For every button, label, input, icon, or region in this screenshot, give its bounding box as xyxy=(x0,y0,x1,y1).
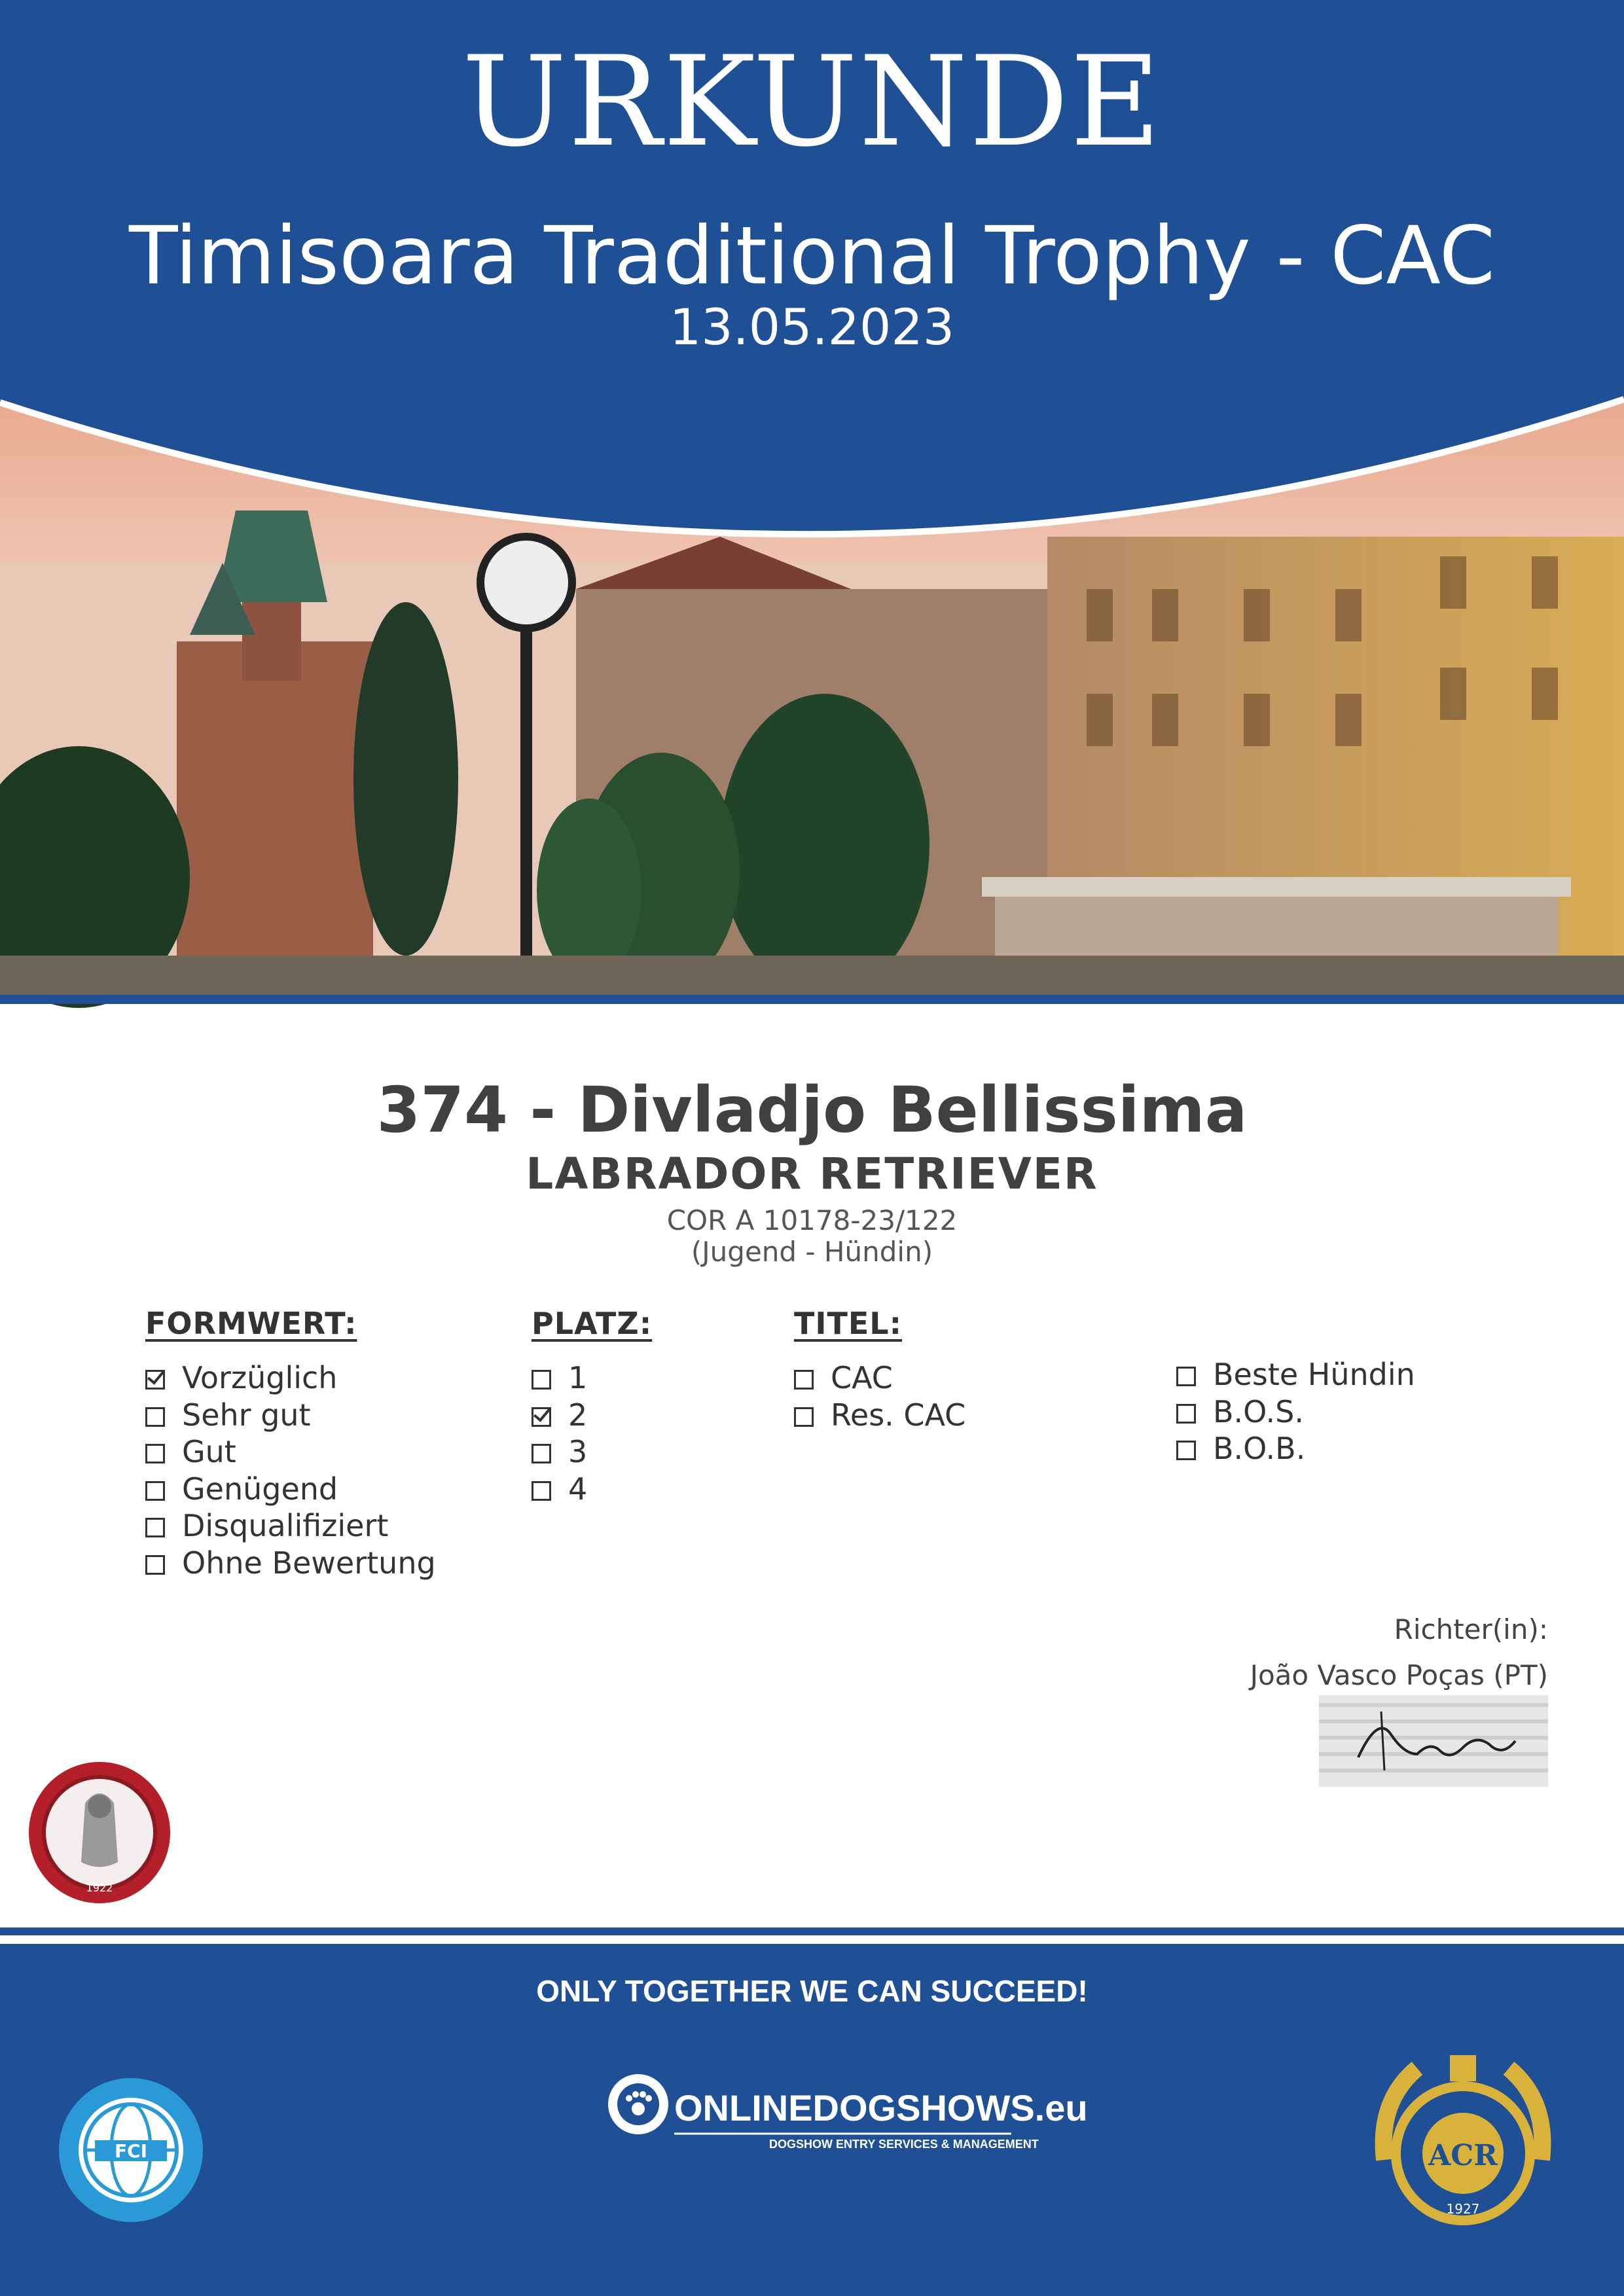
judge-label: Richter(in): xyxy=(1394,1613,1548,1645)
city-photo-lower xyxy=(0,563,1624,995)
checkbox-icon[interactable] xyxy=(145,1407,165,1427)
document-title: URKUNDE xyxy=(461,29,1163,174)
seal-year: 1922 xyxy=(86,1882,113,1894)
acr-text: ACR xyxy=(1428,2139,1498,2172)
checkbox-icon[interactable] xyxy=(794,1407,814,1427)
titel-heading: TITEL: xyxy=(794,1306,903,1341)
checkbox-icon[interactable] xyxy=(1176,1441,1196,1460)
platz-option[interactable]: 3 xyxy=(532,1433,652,1471)
fci-logo-icon xyxy=(56,2075,206,2225)
checkbox-icon[interactable] xyxy=(145,1518,165,1537)
dog-class: (Jugend - Hündin) xyxy=(691,1236,933,1268)
acr-year: 1927 xyxy=(1446,2201,1480,2217)
judge-name: João Vasco Poças (PT) xyxy=(1250,1659,1548,1691)
formwert-option[interactable]: Vorzüglich xyxy=(145,1359,436,1397)
wax-seal-icon xyxy=(26,1757,173,1908)
checkbox-icon[interactable] xyxy=(532,1481,551,1501)
acr-logo-icon xyxy=(1358,2029,1568,2238)
dog-name: 374 - Divladjo Bellissima xyxy=(376,1073,1248,1147)
formwert-option[interactable]: Sehr gut xyxy=(145,1397,436,1434)
footer xyxy=(0,1944,1624,2296)
checkbox-icon[interactable] xyxy=(145,1481,165,1501)
formwert-section xyxy=(145,1306,436,1581)
ods-logo-text: ONLINEDOGSHOWS.eu xyxy=(674,2087,1088,2128)
checkbox-checked-icon[interactable] xyxy=(145,1370,165,1390)
formwert-option[interactable]: Gut xyxy=(145,1433,436,1471)
registration-number: COR A 10178-23/122 xyxy=(666,1204,958,1236)
signature-image xyxy=(1319,1695,1548,1787)
checkbox-icon[interactable] xyxy=(532,1370,551,1390)
formwert-option[interactable]: Genügend xyxy=(145,1471,436,1508)
platz-option[interactable]: 1 xyxy=(532,1359,652,1397)
platz-section xyxy=(532,1306,652,1507)
titel-option[interactable]: Res. CAC xyxy=(794,1397,965,1434)
titel-section xyxy=(794,1306,965,1433)
platz-heading: PLATZ: xyxy=(532,1306,653,1341)
checkbox-checked-icon[interactable] xyxy=(532,1407,551,1427)
titel-option[interactable]: B.O.S. xyxy=(1176,1393,1415,1431)
fci-text: FCI xyxy=(114,2140,148,2162)
checkbox-icon[interactable] xyxy=(1176,1404,1196,1424)
checkbox-icon[interactable] xyxy=(1176,1367,1196,1386)
checkbox-icon[interactable] xyxy=(794,1370,814,1390)
titel-option[interactable]: B.O.B. xyxy=(1176,1430,1415,1467)
platz-option[interactable]: 4 xyxy=(532,1471,652,1508)
event-name: Timisoara Traditional Trophy - CAC xyxy=(129,209,1495,302)
footer-slogan: ONLY TOGETHER WE CAN SUCCEED! xyxy=(536,1974,1088,2008)
formwert-option[interactable]: Disqualifiziert xyxy=(145,1507,436,1545)
titel-option[interactable]: Beste Hündin xyxy=(1176,1356,1415,1393)
checkbox-icon[interactable] xyxy=(145,1555,165,1575)
onlinedogshows-logo-icon xyxy=(605,2068,1088,2153)
platz-option[interactable]: 2 xyxy=(532,1397,652,1434)
divider-band xyxy=(0,995,1624,1004)
ods-tagline: DOGSHOW ENTRY SERVICES & MANAGEMENT xyxy=(769,2138,1039,2151)
divider-band-bottom xyxy=(0,1928,1624,1935)
header-banner xyxy=(0,0,1624,563)
formwert-heading: FORMWERT: xyxy=(145,1306,357,1341)
titel-section-2 xyxy=(1176,1356,1415,1467)
event-date: 13.05.2023 xyxy=(669,298,955,356)
formwert-option[interactable]: Ohne Bewertung xyxy=(145,1545,436,1582)
checkbox-icon[interactable] xyxy=(145,1444,165,1463)
titel-option[interactable]: CAC xyxy=(794,1359,965,1397)
checkbox-icon[interactable] xyxy=(532,1444,551,1463)
dog-breed: LABRADOR RETRIEVER xyxy=(526,1149,1098,1199)
